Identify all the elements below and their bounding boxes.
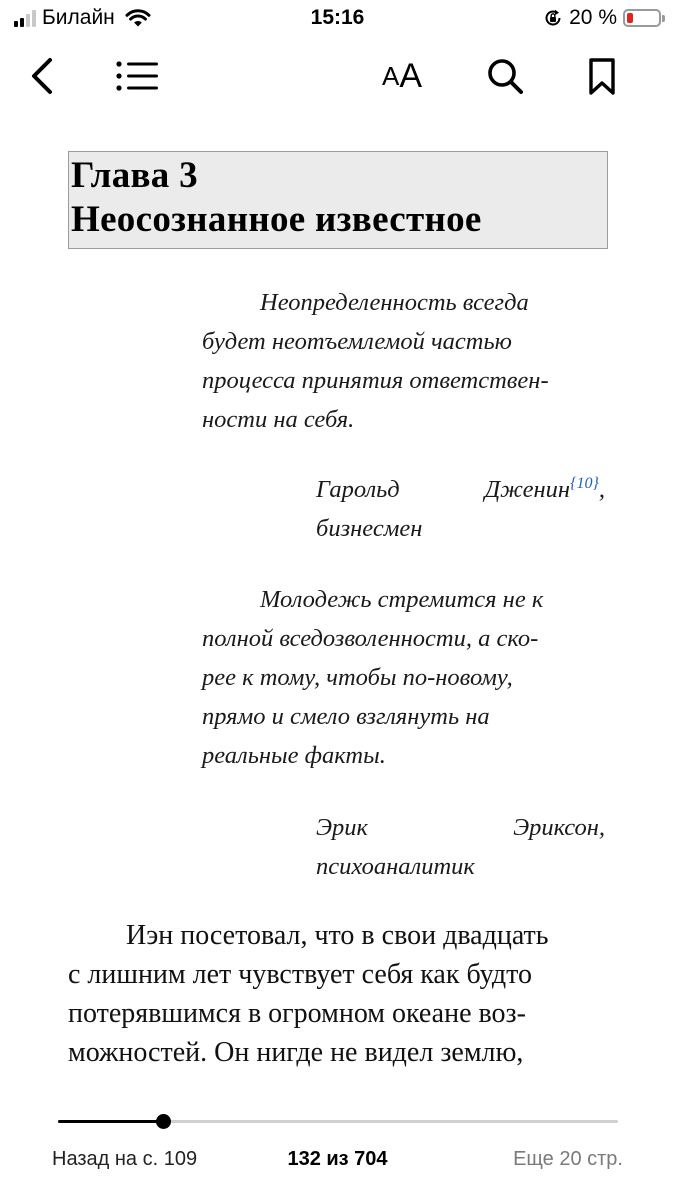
author-role: бизнесмен	[316, 515, 423, 542]
font-big-glyph: A	[399, 56, 423, 95]
page-indicator: 132 из 704	[287, 1148, 388, 1170]
author-first-name: Эрик	[316, 814, 369, 841]
quote-line: Молодежь стремится не к	[260, 586, 544, 613]
chapter-heading	[68, 151, 608, 249]
battery-percent: 20 %	[569, 6, 617, 29]
epigraph-quote	[202, 580, 602, 775]
book-page[interactable]	[0, 140, 675, 1080]
carrier-name: Билайн	[42, 6, 115, 29]
bookmark-icon	[587, 56, 617, 96]
footnote-link[interactable]: {10}	[570, 474, 599, 492]
body-line: можностей. Он нигде не видел землю,	[68, 1037, 524, 1068]
clock: 15:16	[310, 6, 365, 29]
quote-line: прямо и смело взглянуть на	[202, 703, 490, 730]
body-line: с лишним лет чувствует себя как будто	[68, 959, 532, 990]
back-to-page-link[interactable]: Назад на с. 109	[52, 1148, 198, 1170]
status-right	[543, 6, 661, 30]
quote-line: ности на себя.	[202, 406, 355, 433]
quote-line: рее к тому, чтобы по-новому,	[202, 664, 513, 691]
body-paragraph	[68, 916, 608, 1072]
orientation-lock-icon	[543, 8, 563, 28]
epigraph-attribution	[316, 808, 605, 886]
status-bar	[0, 0, 675, 40]
search-icon	[485, 56, 525, 96]
progress-handle[interactable]	[156, 1114, 171, 1129]
quote-line: будет неотъемлемой частью	[202, 328, 512, 355]
quote-line: реальные факты.	[202, 742, 386, 769]
search-button[interactable]	[480, 52, 530, 100]
chapter-number: Глава 3	[71, 155, 198, 196]
list-icon	[115, 59, 159, 93]
chevron-left-icon	[28, 56, 56, 96]
font-settings-button[interactable]	[370, 52, 434, 100]
quote-line: полной вседозволенности, а ско-	[202, 625, 539, 652]
reader-toolbar	[0, 48, 675, 104]
reader-footer	[0, 1148, 675, 1178]
quote-line: Неопределенность всегда	[260, 289, 529, 316]
back-button[interactable]	[20, 52, 64, 100]
author-last-name: Дженин	[484, 476, 571, 503]
reading-progress-slider[interactable]	[58, 1112, 618, 1132]
body-line: Иэн посетовал, что в свои двадцать	[126, 920, 549, 951]
progress-fill	[58, 1120, 163, 1123]
pages-left-in-chapter: Еще 20 стр.	[513, 1148, 623, 1170]
epigraph-attribution: Гарольд Дженин$^{\{10\}}$, бизнесмен	[316, 470, 605, 548]
author-first-name: Гарольд	[316, 476, 400, 503]
battery-icon	[623, 9, 661, 27]
quote-line: процесса принятия ответствен-	[202, 367, 549, 394]
author-role: психоаналитик	[316, 853, 475, 880]
body-line: потерявшимся в огромном океане воз-	[68, 998, 526, 1029]
table-of-contents-button[interactable]	[110, 52, 164, 100]
bookmark-button[interactable]	[580, 52, 624, 100]
font-small-glyph: A	[381, 60, 400, 91]
author-last-name: Эриксон,	[513, 814, 605, 841]
epigraph-quote	[202, 283, 602, 439]
chapter-title: Неосознанное известное	[71, 199, 482, 240]
